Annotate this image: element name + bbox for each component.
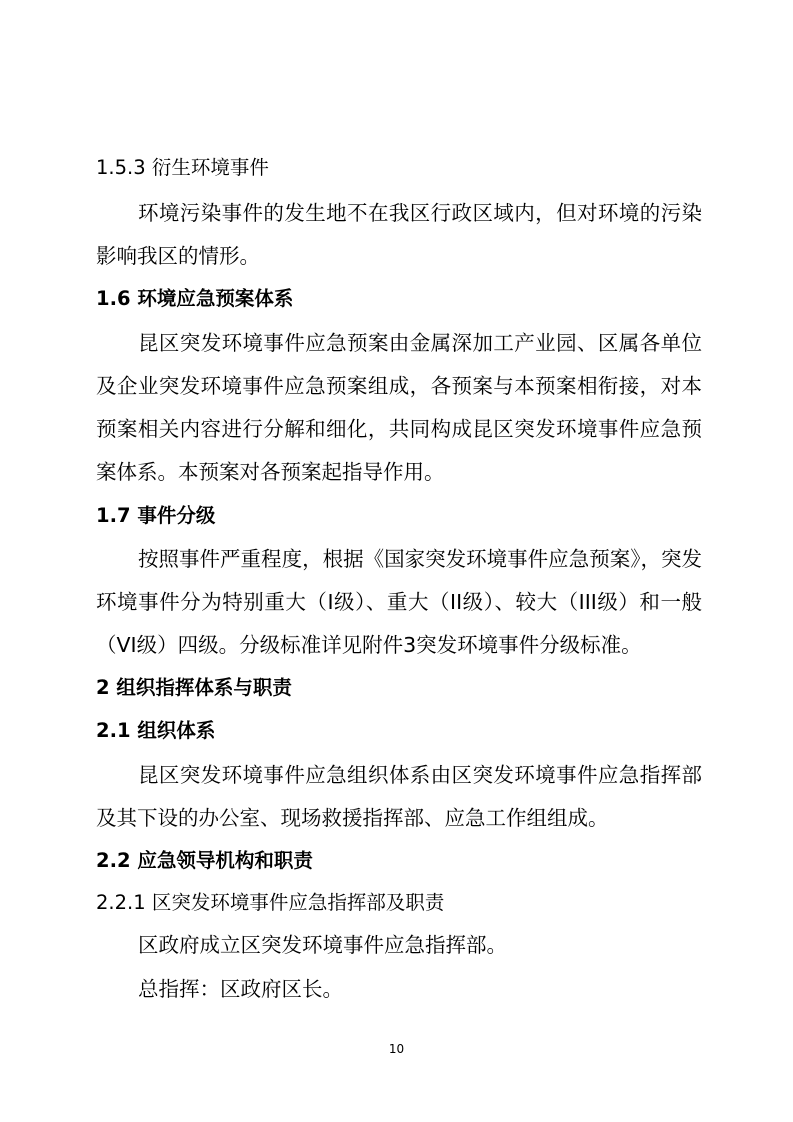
- page-number: 10: [388, 1042, 405, 1056]
- heading-1-5-3: 1.5.3 衍生环境事件: [96, 156, 269, 179]
- paragraph-1-7: 按照事件严重程度，根据《国家突发环境事件应急预案》，突发环境事件分为特别重大（I级）、重大（II级）、较大（III级）和一般（VI级）四级。分级标准详见附件3突发环境事件分级标准。: [96, 547, 702, 657]
- paragraph-2-1: 昆区突发环境事件应急组织体系由区突发环境事件应急指挥部及其下设的办公室、现场救援指挥部、应急工作组组成。: [96, 763, 702, 830]
- paragraph-1-5-3: 环境污染事件的发生地不在我区行政区域内，但对环境的污染影响我区的情形。: [96, 201, 702, 268]
- heading-2-2: 2.2 应急领导机构和职责: [96, 849, 313, 872]
- heading-2: 2 组织指挥体系与职责: [96, 676, 292, 699]
- paragraph-2-2-1-a: 区政府成立区突发环境事件应急指挥部。: [138, 933, 507, 957]
- paragraph-2-2-1-b: 总指挥：区政府区长。: [138, 977, 343, 1001]
- heading-1-7: 1.7 事件分级: [96, 504, 216, 527]
- paragraph-1-6: 昆区突发环境事件应急预案由金属深加工产业园、区属各单位及企业突发环境事件应急预案组成，各预案与本预案相衔接，对本预案相关内容进行分解和细化，共同构成昆区突发环境事件应急预案体系。本预案对各预案起指导作用。: [96, 331, 702, 484]
- heading-2-2-1: 2.2.1 区突发环境事件应急指挥部及职责: [96, 891, 445, 914]
- heading-2-1: 2.1 组织体系: [96, 719, 216, 742]
- heading-1-6: 1.6 环境应急预案体系: [96, 287, 294, 310]
